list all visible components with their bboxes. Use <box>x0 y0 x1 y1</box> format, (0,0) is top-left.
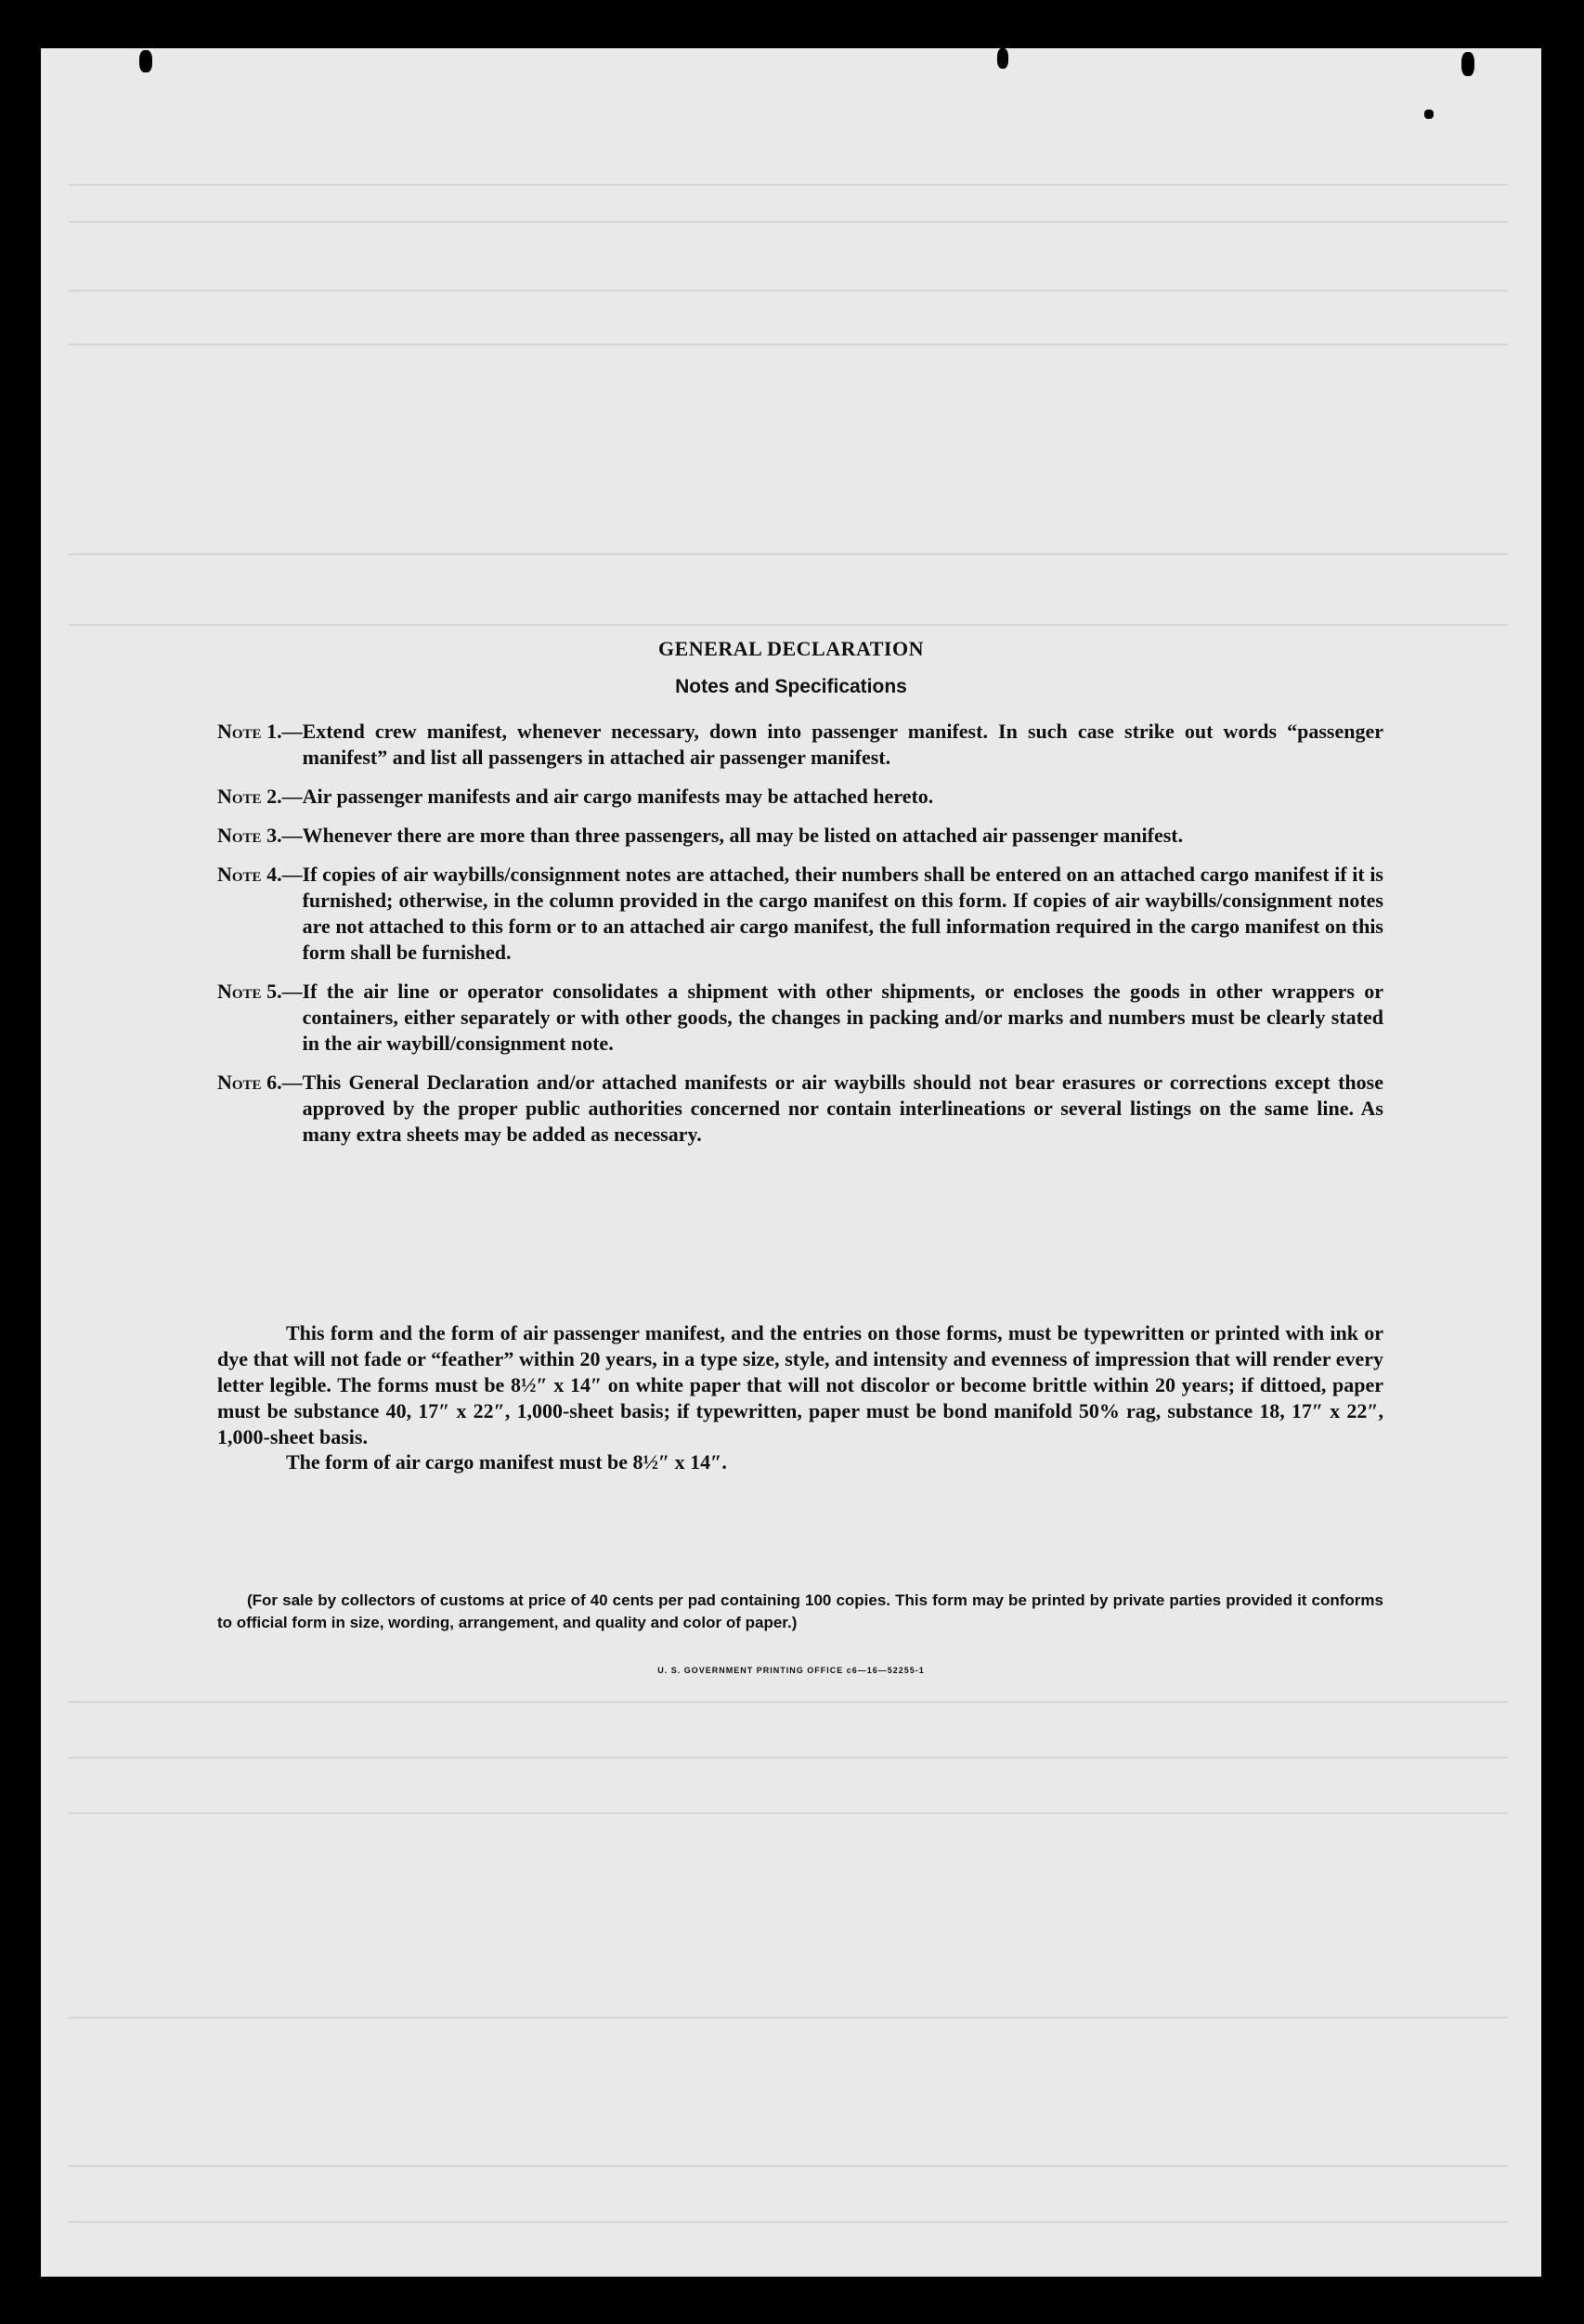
cargo-manifest-size-line: The form of air cargo manifest must be 8½″ x 14″. <box>286 1450 727 1474</box>
em-dash: — <box>281 785 303 808</box>
page-subtitle: Notes and Specifications <box>675 676 907 697</box>
note-text: Air passenger manifests and air cargo manifests may be attached hereto. <box>302 785 934 808</box>
note-label: Note 4. <box>217 863 282 886</box>
note-5 <box>217 979 1383 1057</box>
em-dash: — <box>281 720 303 743</box>
note-label: Note 2. <box>217 785 282 808</box>
note-text: This General Declaration and/or attached manifests or air waybills should not bear erasures or corrections except those approved by the proper public authorities concerned nor contain interlineations or several listings on the same line. As many extra sheets may be added as necessary. <box>302 1071 1383 1146</box>
bleed-through-rule <box>69 1701 1508 1703</box>
bleed-through-rule <box>69 290 1508 292</box>
note-2 <box>217 784 1383 810</box>
bleed-through-rule <box>69 1757 1508 1759</box>
bleed-through-rule <box>69 344 1508 345</box>
em-dash: — <box>281 824 303 847</box>
ink-speck <box>997 48 1008 69</box>
em-dash: — <box>281 863 303 886</box>
bleed-through-rule <box>69 553 1508 555</box>
page-title: GENERAL DECLARATION <box>658 637 924 660</box>
bleed-through-rule <box>69 2165 1508 2167</box>
note-label: Note 1. <box>217 720 282 743</box>
bleed-through-rule <box>69 2017 1508 2019</box>
bleed-through-rule <box>69 221 1508 223</box>
note-text: Extend crew manifest, whenever necessary, down into passenger manifest. In such case strike out words “passenger manifest” and list all passengers in attached air passenger manifest. <box>302 720 1383 769</box>
ink-speck <box>1424 110 1434 119</box>
note-text: If copies of air waybills/consignment notes are attached, their numbers shall be entered on an attached cargo manifest if it is furnished; otherwise, in the column provided in the cargo manifest on this form. If copies of air waybills/consignment notes are not attached to this form or to an attached air cargo manifest, the full information required in the cargo manifest on this form shall be furnished. <box>302 863 1383 964</box>
note-4 <box>217 862 1383 966</box>
note-label: Note 5. <box>217 980 282 1003</box>
form-requirements-paragraph: This form and the form of air passenger manifest, and the entries on those forms, must be typewritten or printed with ink or dye that will not fade or “feather” within 20 years, in a type size, style, and intensity and evenness of impression that will render every letter legible. The forms must be 8½″ x 14″ on white paper that will not discolor or become brittle within 20 years; if dittoed, paper must be substance 40, 17″ x 22″, 1,000-sheet basis; if typewritten, paper must be bond manifold 50% rag, substance 18, 17″ x 22″, 1,000-sheet basis. <box>217 1321 1383 1448</box>
em-dash: — <box>281 980 303 1003</box>
bleed-through-rule <box>69 1812 1508 1814</box>
note-text: If the air line or operator consolidates a shipment with other shipments, or encloses the goods in other wrappers or containers, either separately or with other goods, the changes in packing and/or marks and numbers must be clearly stated in the air waybill/consignment note. <box>302 980 1383 1055</box>
ink-speck <box>1461 52 1474 76</box>
notes-list <box>217 719 1383 1161</box>
bleed-through-rule <box>69 2221 1508 2223</box>
em-dash: — <box>281 1071 303 1094</box>
printer-imprint: U. S. GOVERNMENT PRINTING OFFICE c6—16—52255-1 <box>657 1666 925 1675</box>
note-3 <box>217 823 1383 849</box>
ink-speck <box>139 50 152 72</box>
note-label: Note 3. <box>217 824 282 847</box>
note-label: Note 6. <box>217 1071 282 1094</box>
note-text: Whenever there are more than three passengers, all may be listed on attached air passenger manifest. <box>302 824 1184 847</box>
bleed-through-rule <box>69 184 1508 186</box>
sale-note: (For sale by collectors of customs at price of 40 cents per pad containing 100 copies. This form may be printed by private parties provided it conforms to official form in size, wording, arrangement, and quality and color of paper.) <box>217 1591 1383 1631</box>
bleed-through-rule <box>69 624 1508 626</box>
note-1 <box>217 719 1383 771</box>
document-page <box>41 48 1541 2277</box>
note-6 <box>217 1070 1383 1148</box>
